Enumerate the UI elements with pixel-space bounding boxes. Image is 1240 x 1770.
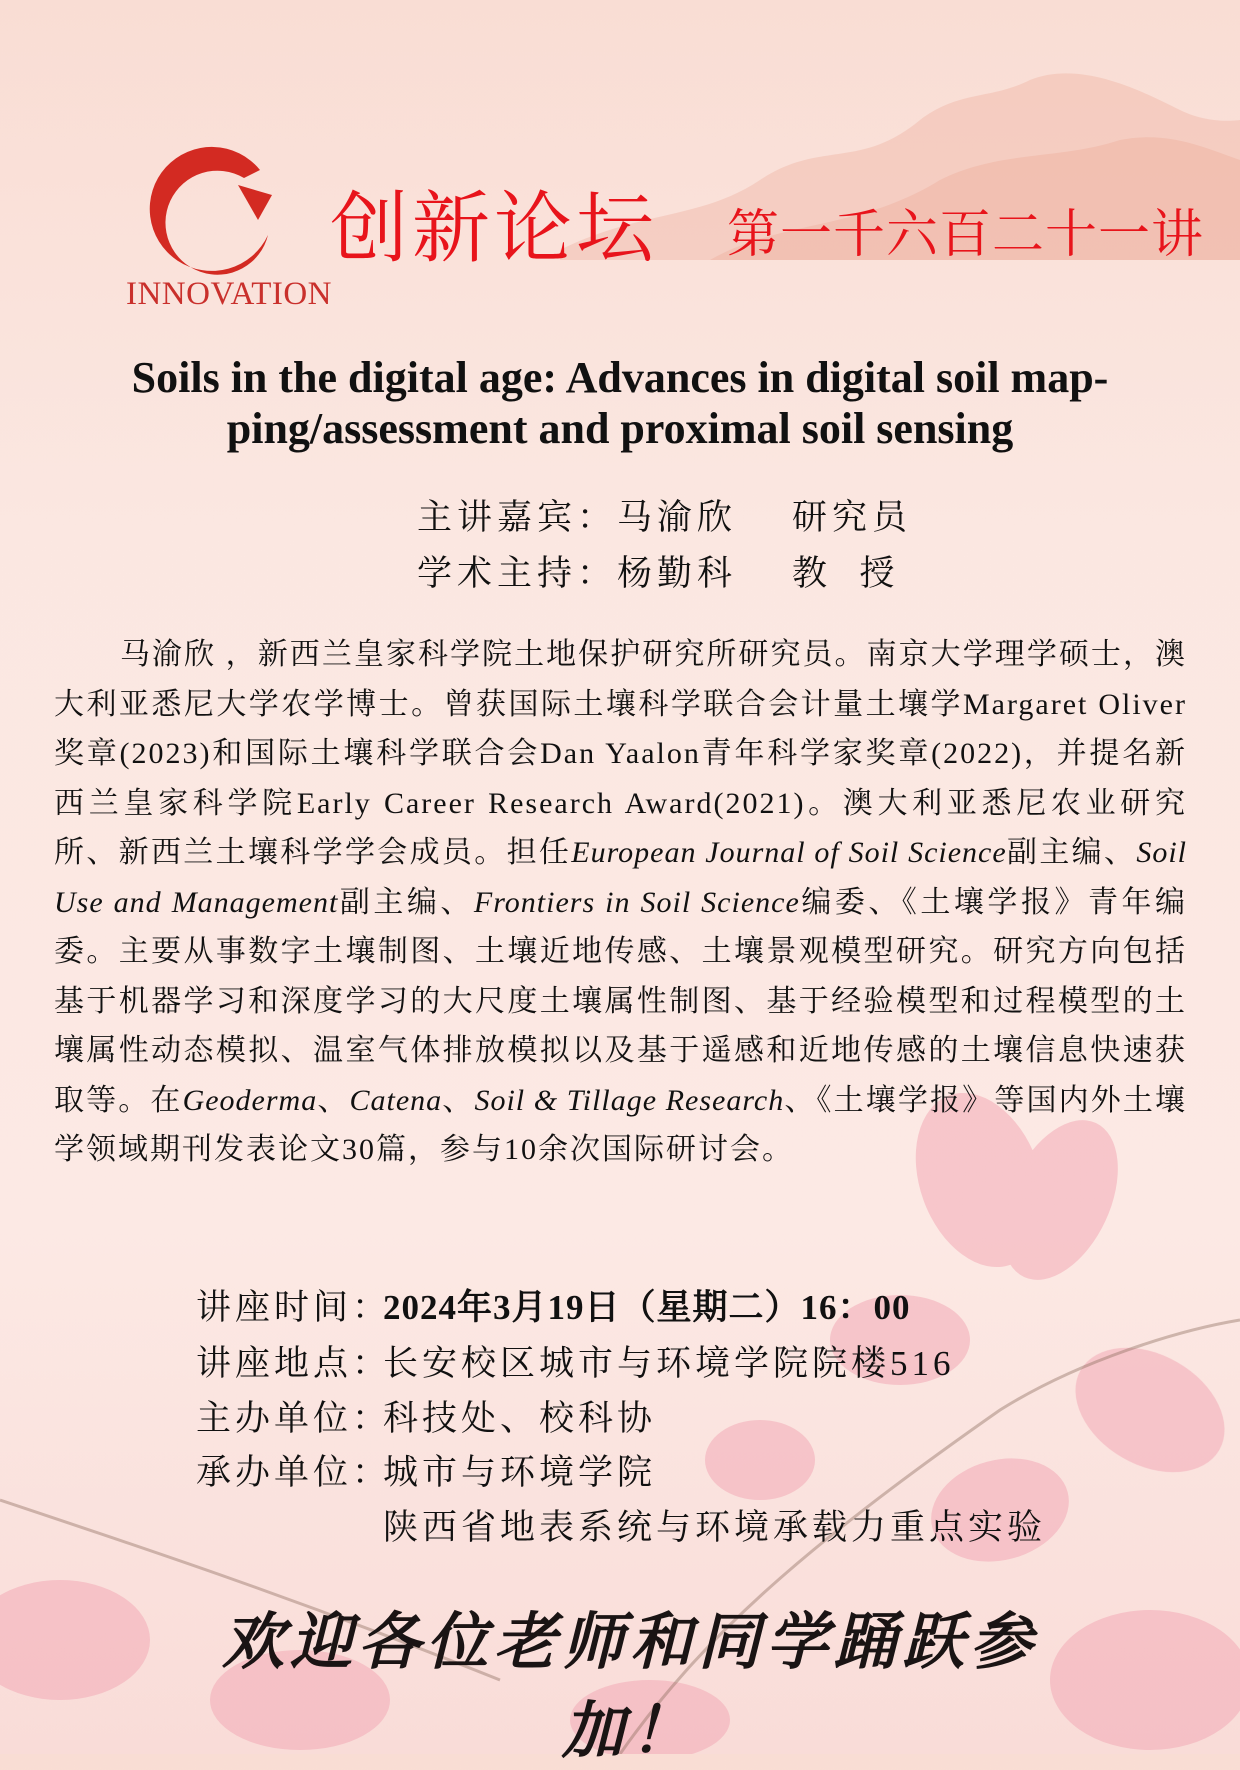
bio-text: 编委、《土壤学报》青年编委。主要从事数字土壤制图、土壤近地传感、土壤景观模型研究。研究方向包括基于机器学习和深度学习的大尺度土壤属性制图、基于经验模型和过程模型的土壤属性动态模拟、温室气体排放模拟以及基于遥感和近地传感的土壤信息快速获取等。在 — [54, 885, 1188, 1117]
innovation-logo-icon — [140, 140, 280, 275]
place-value: 长安校区城市与环境学院院楼516 — [383, 1344, 955, 1383]
lecture-number: 第一千六百二十一讲 — [727, 205, 1205, 265]
bio-text: 马渝欣 ，新西兰皇家科学院土地保护研究所研究员。南京大学理学硕士，澳大利亚悉尼大学农学博士。曾获国际土壤科学联合会计量土壤学Margaret Oliver奖章(2023)和国际土壤科学联合会Dan Yaalon青年科学家奖章(2022)，并提名新西兰皇家科学院Early Career Research Award(2021)。澳大利亚悉尼农业研究所、新西兰土壤科学学会成员。担任 — [54, 638, 1187, 869]
organizer-label: 主办单位： — [196, 1399, 392, 1438]
speaker-line: 主讲嘉宾：马渝欣 研究员 — [417, 498, 913, 537]
bio-text: 、《土壤学报》等国内外土壤学领域期刊发表论文30篇，参与10余次国际研讨会。 — [54, 1083, 1188, 1166]
bio-text: 、 — [442, 1083, 475, 1117]
journal-name: Soil Use and Management — [54, 836, 1188, 919]
co-organizer-label: 承办单位： — [196, 1453, 392, 1492]
logo-text: INNOVATION — [125, 276, 333, 312]
journal-name: Geoderma — [182, 1083, 318, 1117]
co-organizer — [196, 1445, 656, 1495]
journal-name: European Journal of Soil Science — [571, 836, 1007, 869]
journal-name: Catena — [349, 1083, 443, 1117]
bio-text: 副主编、 — [1006, 836, 1137, 869]
journal-name: Frontiers in Soil Science — [473, 885, 800, 919]
forum-name: 创新论坛 — [330, 184, 659, 274]
journal-name: Soil & Tillage Research — [474, 1083, 785, 1117]
welcome-banner: 欢迎各位老师和同学踊跃参加！ — [221, 1605, 1038, 1767]
title-line-2: ping/assessment and proximal soil sensing — [226, 404, 1014, 453]
bio-text: 副主编、 — [338, 885, 474, 919]
time-value: 2024年3月19日（星期二）16：00 — [383, 1288, 911, 1327]
place-label: 讲座地点： — [196, 1344, 392, 1383]
host-line: 学术主持：杨勤科 教 授 — [417, 554, 900, 593]
title-line-1: Soils in the digital age: Advances in digital soil map- — [131, 353, 1109, 402]
lecture-place — [196, 1336, 955, 1386]
co-organizer-2: 陕西省地表系统与环境承载力重点实验 — [383, 1508, 1047, 1547]
time-label: 讲座时间： — [196, 1288, 392, 1327]
organizer-value: 科技处、校科协 — [383, 1399, 657, 1438]
co-organizer-value: 城市与环境学院 — [383, 1453, 657, 1492]
lecture-title — [40, 352, 1200, 454]
organizer — [196, 1391, 656, 1441]
bio-text: 、 — [317, 1083, 350, 1117]
speaker-bio — [54, 630, 1187, 1175]
lecture-time — [196, 1280, 911, 1330]
